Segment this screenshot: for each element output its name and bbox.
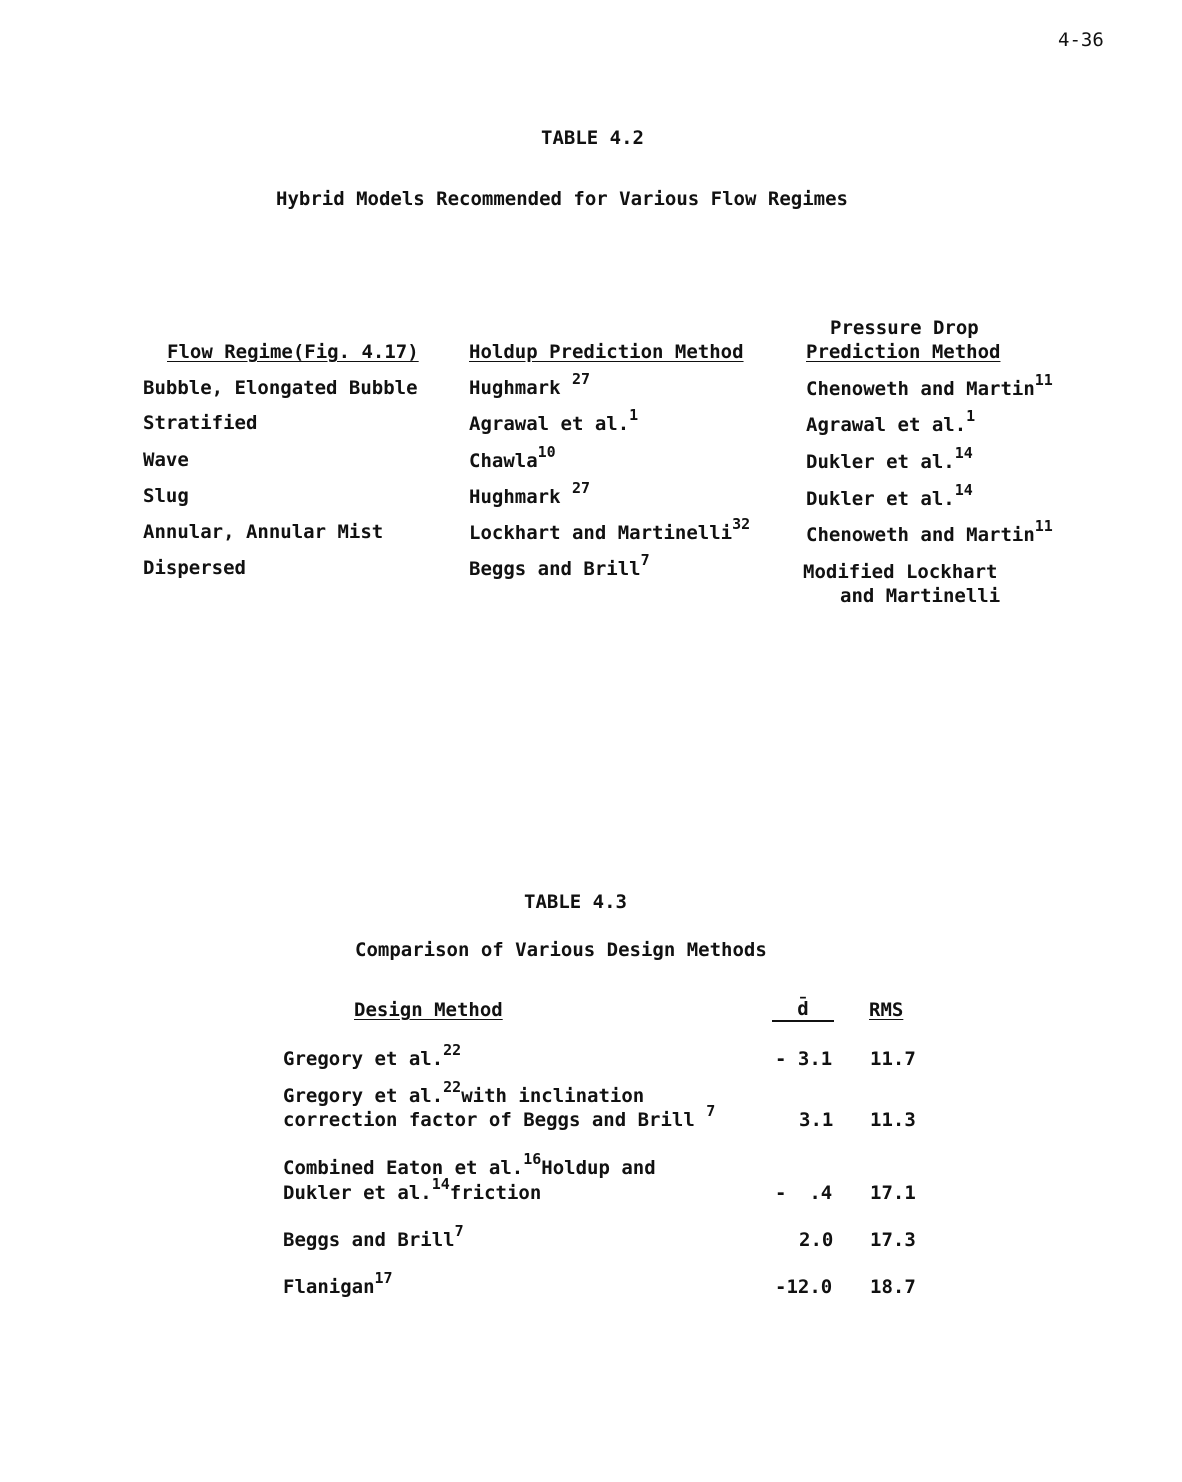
table-row-pressure: Dukler et al.$^{14}$ (806, 444, 973, 473)
header-rms: RMS (869, 999, 904, 1021)
table-row-holdup: Chawla$^{10}$ (469, 443, 556, 472)
table-row-holdup: Beggs and Brill$^7$ (469, 551, 650, 580)
table-row-pressure: Modified Lockhart (803, 561, 998, 583)
table-row-dbar: 3.1 (799, 1109, 834, 1131)
table-caption: Hybrid Models Recommended for Various Flow Regimes (276, 188, 848, 210)
table-row-pressure: Agrawal et al.$^1$ (806, 407, 976, 436)
table-row-regime: Slug (143, 485, 189, 507)
table-row-regime: Dispersed (143, 557, 246, 579)
table-row-holdup: Hughmark $^{27}$ (469, 479, 591, 508)
table-row-method: Gregory et al.$^{22}$with inclination (283, 1078, 645, 1107)
table-row-regime: Wave (143, 449, 189, 471)
table-row-rms: 11.3 (870, 1109, 916, 1131)
table-row-rms: 11.7 (870, 1048, 916, 1070)
table-row-holdup: Hughmark $^{27}$ (469, 370, 591, 399)
table-row-rms: 17.1 (870, 1182, 916, 1204)
table-row-regime: Annular, Annular Mist (143, 521, 384, 543)
table-caption: Comparison of Various Design Methods (355, 939, 767, 961)
header-flow-regime: Flow Regime(Fig. 4.17) (167, 341, 419, 363)
table-row-pressure: Chenoweth and Martin$^{11}$ (806, 371, 1053, 400)
table-row-holdup: Agrawal et al.$^1$ (469, 406, 639, 435)
table-title: TABLE 4.2 (541, 127, 644, 149)
header-pressure-line1: Pressure Drop (830, 317, 979, 339)
table-row-dbar: - .4 (775, 1182, 833, 1204)
table-row-method: Gregory et al.$^{22}$ (283, 1041, 462, 1070)
header-dbar: d̄ (772, 998, 834, 1022)
table-row-pressure: Chenoweth and Martin$^{11}$ (806, 517, 1053, 546)
header-holdup-method: Holdup Prediction Method (469, 341, 744, 363)
table-row-regime: Bubble, Elongated Bubble (143, 377, 418, 399)
header-design-method: Design Method (354, 999, 503, 1021)
table-row-rms: 17.3 (870, 1229, 916, 1251)
table-row-method-line2: correction factor of Beggs and Brill $^7$ (283, 1102, 716, 1131)
table-row-dbar: 2.0 (799, 1229, 834, 1251)
table-row-dbar: -12.0 (775, 1276, 833, 1298)
table-row-method: Flanigan$^{17}$ (283, 1269, 393, 1298)
table-row-method: Beggs and Brill$^7$ (283, 1222, 464, 1251)
table-row-method: Combined Eaton et al.$^{16}$Holdup and (283, 1150, 656, 1179)
page-number: 4-36 (1058, 29, 1104, 51)
table-row-pressure: Dukler et al.$^{14}$ (806, 481, 973, 510)
table-title: TABLE 4.3 (524, 891, 627, 913)
table-row-dbar: - 3.1 (775, 1048, 833, 1070)
table-row-rms: 18.7 (870, 1276, 916, 1298)
table-row-method-line2: Dukler et al.$^{14}$friction (283, 1175, 542, 1204)
header-pressure-line2: Prediction Method (806, 341, 1001, 363)
table-row-pressure-line2: and Martinelli (840, 585, 1001, 607)
table-row-holdup: Lockhart and Martinelli$^{32}$ (469, 515, 751, 544)
table-row-regime: Stratified (143, 412, 258, 434)
